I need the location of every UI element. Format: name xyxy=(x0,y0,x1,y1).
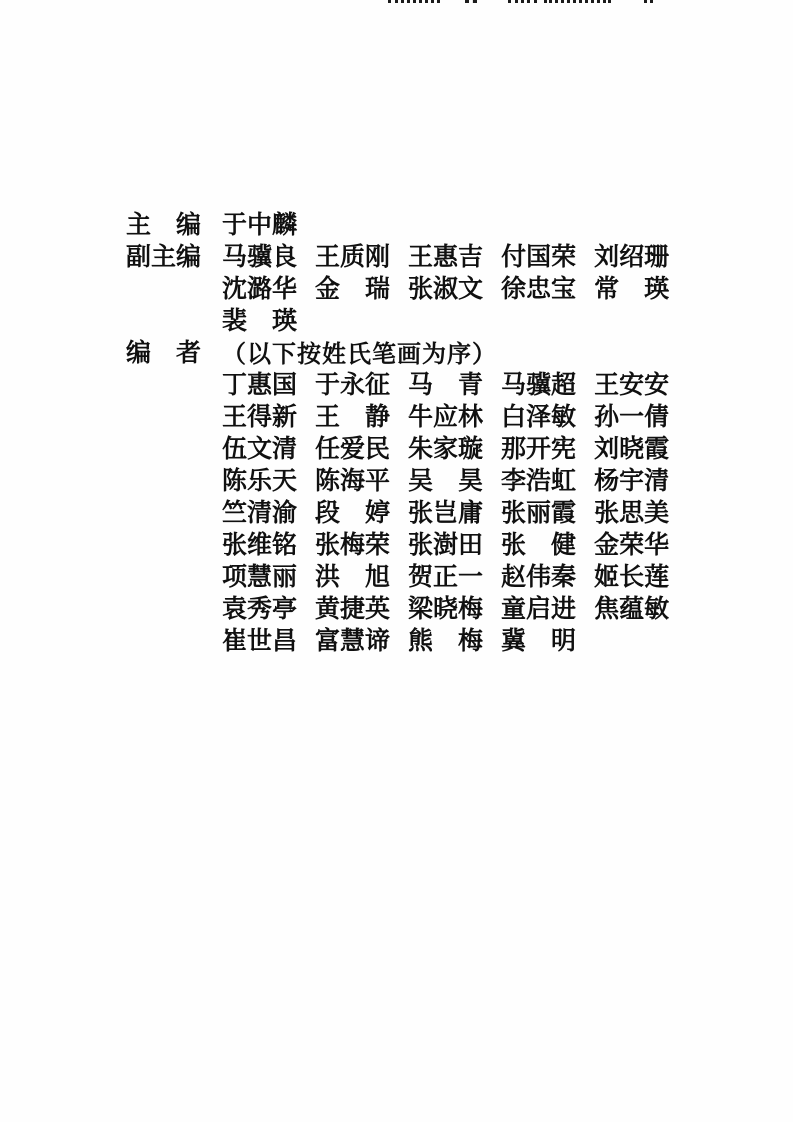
person-name: 张岂庸 xyxy=(408,498,484,527)
name-row xyxy=(222,557,687,593)
name-row xyxy=(222,493,687,529)
person-name: 朱家璇 xyxy=(408,434,484,463)
person-name: 孙一倩 xyxy=(594,402,670,431)
person-name: 伍文清 xyxy=(222,434,298,463)
person-name: 赵伟秦 xyxy=(501,562,577,591)
person-name: 竺清渝 xyxy=(222,498,298,527)
editorial-line-chief-editor xyxy=(126,207,687,239)
person-name: 牛应林 xyxy=(408,402,484,431)
person-name: 付国荣 xyxy=(501,242,577,271)
person-name: 于中麟 xyxy=(222,210,298,239)
person-name: 王 静 xyxy=(315,402,391,431)
person-name: 张丽霞 xyxy=(501,498,577,527)
person-name: 杨宇清 xyxy=(594,466,670,495)
scan-artifact-mark xyxy=(544,0,612,3)
editorial-line-editors xyxy=(126,399,687,431)
person-name: 白泽敏 xyxy=(501,402,577,431)
person-name: 贺正一 xyxy=(408,562,484,591)
person-name: 黄捷英 xyxy=(315,594,391,623)
scan-artifact-mark xyxy=(388,0,440,3)
person-name: 马骥超 xyxy=(501,370,577,399)
name-row xyxy=(222,589,687,625)
editorial-line-deputy-chief-editors xyxy=(126,303,687,335)
section-label: 编 者 xyxy=(126,338,202,367)
editorial-line-editors xyxy=(126,591,687,623)
person-name: 张淑文 xyxy=(408,274,484,303)
name-row xyxy=(222,237,687,273)
person-name: 陈海平 xyxy=(315,466,391,495)
person-name: 那开宪 xyxy=(501,434,577,463)
person-name: 段 婷 xyxy=(315,498,391,527)
person-name: 沈潞华 xyxy=(222,274,298,303)
name-row xyxy=(222,621,594,657)
person-name: 洪 旭 xyxy=(315,562,391,591)
editorial-line-deputy-chief-editors xyxy=(126,271,687,303)
stroke-order-note: （以下按姓氏笔画为序） xyxy=(222,339,498,368)
person-name: 于永征 xyxy=(315,370,391,399)
scan-artifact-mark xyxy=(644,0,653,3)
person-name: 项慧丽 xyxy=(222,562,298,591)
name-row xyxy=(222,429,687,465)
person-name: 熊 梅 xyxy=(408,626,484,655)
editorial-line-editors xyxy=(126,623,687,655)
person-name: 王惠吉 xyxy=(408,242,484,271)
person-name: 张思美 xyxy=(594,498,670,527)
name-row xyxy=(222,397,687,433)
name-row xyxy=(222,525,687,561)
scan-artifact-mark xyxy=(465,0,477,3)
editorial-line-editors xyxy=(126,367,687,399)
person-name: 吴 昊 xyxy=(408,466,484,495)
person-name: 李浩虹 xyxy=(501,466,577,495)
person-name: 任爱民 xyxy=(315,434,391,463)
editorial-line-editors xyxy=(126,431,687,463)
name-row xyxy=(222,461,687,497)
person-name: 金 瑞 xyxy=(315,274,391,303)
person-name: 刘绍珊 xyxy=(594,242,670,271)
person-name: 裴 瑛 xyxy=(222,306,298,335)
person-name: 富慧谛 xyxy=(315,626,391,655)
person-name: 姬长莲 xyxy=(594,562,670,591)
person-name: 王得新 xyxy=(222,402,298,431)
person-name: 王安安 xyxy=(594,370,670,399)
person-name: 马 青 xyxy=(408,370,484,399)
editorial-line-editors xyxy=(126,335,687,367)
person-name: 陈乐天 xyxy=(222,466,298,495)
person-name: 张维铭 xyxy=(222,530,298,559)
person-name: 张梅荣 xyxy=(315,530,391,559)
name-row xyxy=(222,365,687,401)
person-name: 童启进 xyxy=(501,594,577,623)
person-name: 袁秀亭 xyxy=(222,594,298,623)
person-name: 崔世昌 xyxy=(222,626,298,655)
person-name: 王质刚 xyxy=(315,242,391,271)
editorial-line-editors xyxy=(126,527,687,559)
editorial-board-list xyxy=(126,207,687,655)
name-row xyxy=(222,269,687,305)
person-name: 常 瑛 xyxy=(594,274,670,303)
person-name: 梁晓梅 xyxy=(408,594,484,623)
scan-artifact xyxy=(388,0,653,6)
name-row xyxy=(222,205,315,241)
person-name: 冀 明 xyxy=(501,626,577,655)
editorial-line-editors xyxy=(126,463,687,495)
editorial-line-editors xyxy=(126,559,687,591)
section-label: 副主编 xyxy=(126,242,202,271)
section-label: 主 编 xyxy=(126,210,202,239)
person-name: 张 健 xyxy=(501,530,577,559)
person-name: 丁惠国 xyxy=(222,370,298,399)
person-name: 张澍田 xyxy=(408,530,484,559)
person-name: 徐忠宝 xyxy=(501,274,577,303)
name-row xyxy=(222,301,315,337)
editorial-line-editors xyxy=(126,495,687,527)
person-name: 马骥良 xyxy=(222,242,298,271)
person-name: 焦蕴敏 xyxy=(594,594,670,623)
editorial-line-deputy-chief-editors xyxy=(126,239,687,271)
person-name: 刘晓霞 xyxy=(594,434,670,463)
scan-artifact-mark xyxy=(508,0,537,3)
person-name: 金荣华 xyxy=(594,530,670,559)
